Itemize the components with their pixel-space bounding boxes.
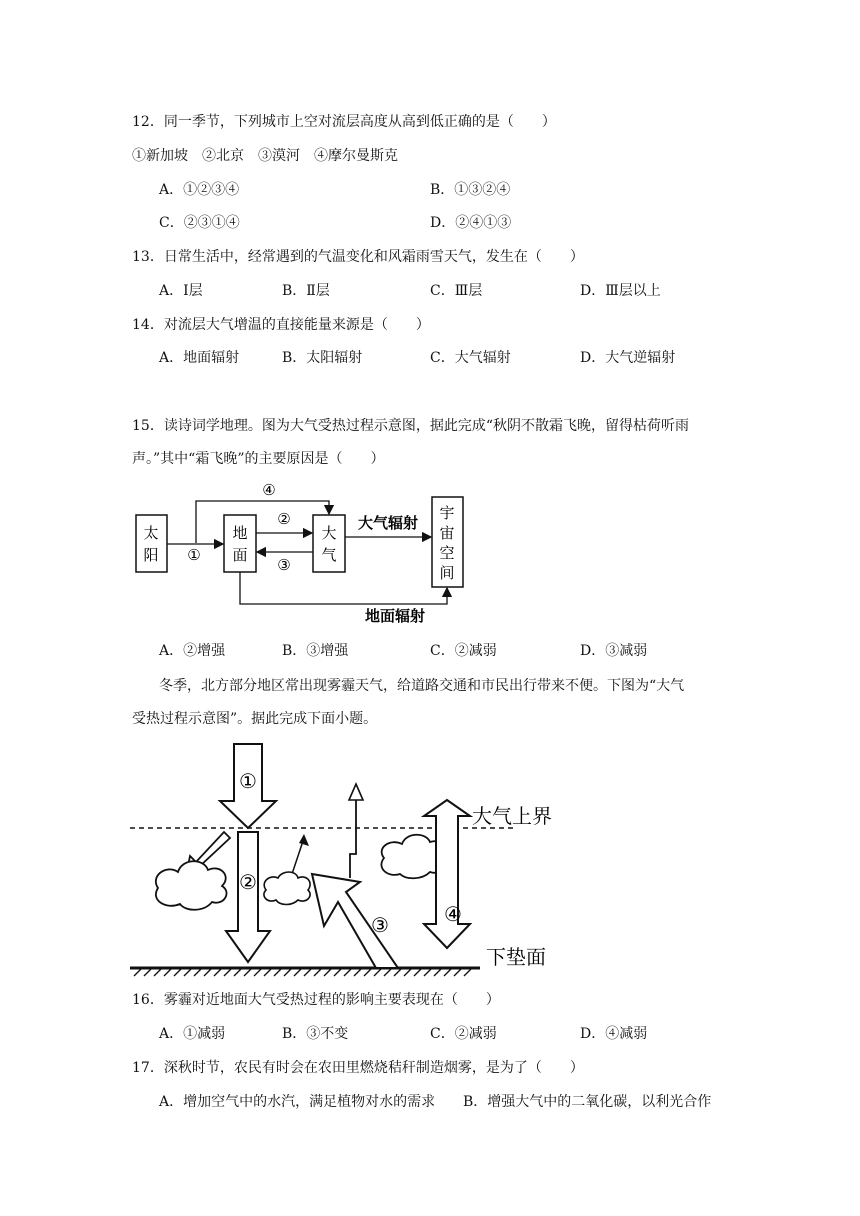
q12-option-b: B．①③②④ — [430, 182, 511, 198]
q15-option-b: B．③增强 — [282, 643, 349, 659]
label-1: ① — [187, 546, 201, 564]
q16-option-b: B．③不变 — [282, 1026, 349, 1042]
intro-line1: 冬季，北方部分地区常出现雾霾天气，给道路交通和市民出行带来不便。下图为“大气 — [159, 678, 685, 694]
q16-option-a: A．①减弱 — [159, 1026, 226, 1042]
q14-stem: 14．对流层大气增温的直接能量来源是（ ） — [132, 317, 430, 333]
atmosphere-heating-diagram — [120, 736, 590, 981]
intro-line2: 受热过程示意图”。据此完成下面小题。 — [132, 711, 378, 727]
q16-option-c: C．②减弱 — [430, 1026, 497, 1042]
arrow-2-to-ground — [226, 832, 270, 962]
space-label-3: 空 — [439, 544, 455, 562]
space-label-1: 宇 — [439, 504, 455, 522]
ground-radiation-arrow — [240, 572, 447, 604]
atm-radiation-label: 大气辐射 — [357, 514, 419, 532]
q12-option-d: D．②④①③ — [430, 215, 512, 231]
label-4: ④ — [262, 481, 276, 499]
label-4: ④ — [444, 902, 462, 926]
label-3: ③ — [371, 913, 389, 937]
q12-option-a: A．①②③④ — [159, 182, 240, 198]
q13-option-c: C．Ⅲ层 — [430, 283, 483, 299]
q15-option-a: A．②增强 — [159, 643, 226, 659]
atmosphere-label-1: 大 — [321, 524, 337, 542]
q15-stem-line1: 15．读诗词学地理。图为大气受热过程示意图，据此完成“秋阴不散霜飞晚，留得枯荷听雨 — [132, 418, 689, 434]
space-label-2: 宙 — [439, 524, 455, 542]
escape-arrow-head — [349, 784, 363, 800]
q17-option-b: B．增强大气中的二氧化碳，以利光合作 — [463, 1094, 712, 1110]
cloud-middle — [264, 872, 310, 905]
q12-cities: ①新加坡 ②北京 ③漠河 ④摩尔曼斯克 — [132, 148, 398, 164]
ground-label-1: 地 — [232, 524, 248, 542]
q13-option-d: D．Ⅲ层以上 — [580, 283, 661, 299]
atmosphere-top-label: 大气上界 — [472, 804, 552, 828]
label-2: ② — [277, 510, 291, 528]
label-2: ② — [239, 870, 257, 894]
atmosphere-label-2: 气 — [321, 546, 337, 564]
ground-label-2: 面 — [232, 546, 248, 564]
q16-option-d: D．④减弱 — [580, 1026, 648, 1042]
q13-option-b: B．Ⅱ层 — [282, 283, 330, 299]
q13-stem: 13．日常生活中，经常遇到的气温变化和风霜雨雪天气，发生在（ ） — [132, 249, 584, 265]
scattered-arrow-head — [299, 834, 309, 846]
arrow-4 — [196, 501, 329, 543]
q14-option-c: C．大气辐射 — [430, 350, 511, 366]
ground-radiation-label: 地面辐射 — [364, 607, 426, 625]
q15-option-d: D．③减弱 — [580, 643, 648, 659]
q17-stem: 17．深秋时节，农民有时会在农田里燃烧秸秆制造烟雾，是为了（ ） — [132, 1060, 584, 1076]
q14-option-a: A．地面辐射 — [159, 350, 240, 366]
q13-option-a: A．Ⅰ层 — [159, 283, 203, 299]
sun-label-1: 太 — [143, 524, 159, 542]
space-label-4: 间 — [439, 564, 455, 582]
q15-stem-line2: 声。”其中“霜飞晚”的主要原因是（ ） — [132, 451, 385, 467]
q16-stem: 16．雾霾对近地面大气受热过程的影响主要表现在（ ） — [132, 992, 500, 1008]
q14-option-b: B．太阳辐射 — [282, 350, 363, 366]
escape-arrow — [350, 794, 356, 878]
q15-option-c: C．②减弱 — [430, 643, 497, 659]
q14-option-d: D．大气逆辐射 — [580, 350, 676, 366]
q12-stem: 12．同一季节，下列城市上空对流层高度从高到低正确的是（ ） — [132, 114, 556, 130]
label-1: ① — [239, 769, 257, 793]
label-3: ③ — [277, 556, 291, 574]
cloud-left — [156, 861, 227, 910]
sun-label-2: 阳 — [143, 546, 159, 564]
q12-option-c: C．②③①④ — [159, 215, 240, 231]
heating-process-flow-diagram — [120, 470, 480, 630]
q17-option-a: A．增加空气中的水汽，满足植物对水的需求 — [159, 1094, 436, 1110]
ground-label: 下垫面 — [486, 945, 546, 969]
